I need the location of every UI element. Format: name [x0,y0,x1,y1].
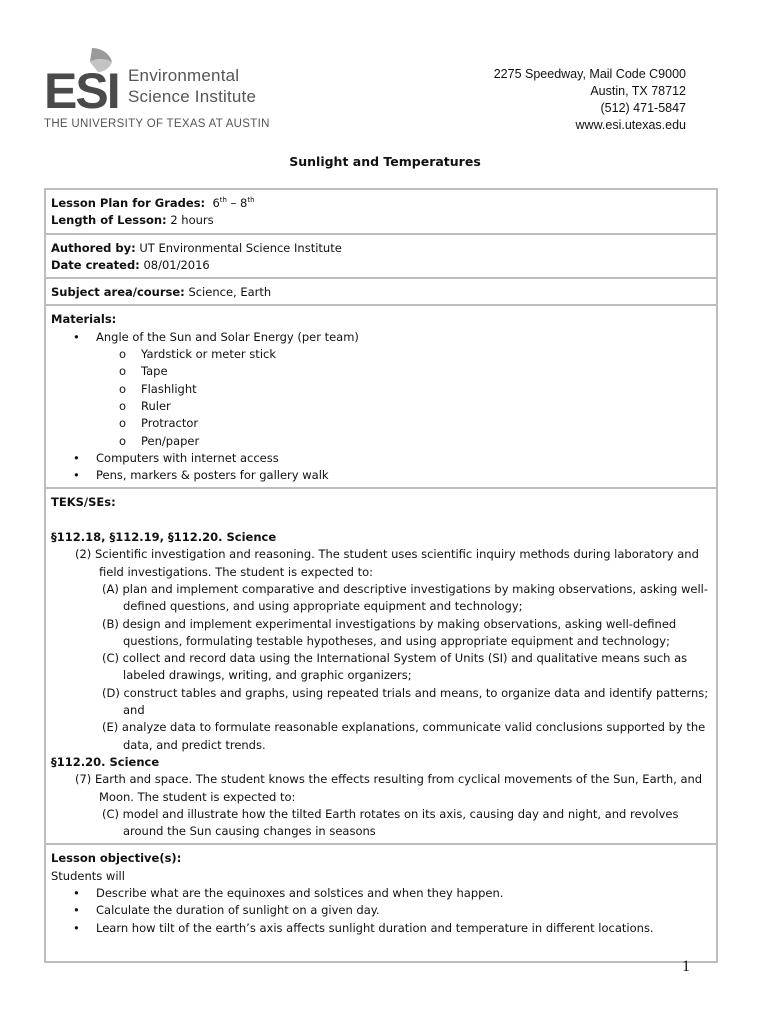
subject-value: Science, Earth [188,285,272,300]
lesson-plan-table [44,188,718,963]
list-item: • Computers with internet access [51,450,710,467]
teks-item-2: (2) Scientific investigation and reasoning. The student uses scientific inquiry methods during laboratory and field investigations. The student is expected to: [75,547,699,579]
author-section [46,235,716,280]
teks-label: TEKS/SEs: [51,495,116,510]
esi-logo-mark [44,46,124,112]
address-city: Austin, TX 78712 [590,84,686,98]
teks-item-7: (7) Earth and space. The student knows the effects resulting from cyclical movements of the Sun, Earth, and Moon. The student is expected to: [75,772,703,804]
date-row [51,257,710,274]
grades-section [46,190,716,235]
address-website: www.esi.utexas.edu [575,118,686,132]
teks-section [46,489,716,845]
address-phone: (512) 471-5847 [600,101,686,115]
list-item: • Angle of the Sun and Solar Energy (per team) [51,329,710,346]
teks-item-2c: (C) collect and record data using the International System of Units (SI) and qualitative means such as labeled drawings, writing, and graphic organizers; [102,651,688,683]
objectives-intro: Students will [51,868,125,883]
objectives-label: Lesson objective(s): [51,851,182,866]
materials-section [46,306,716,489]
grade-end: 8 [240,196,248,210]
esi-logo [44,46,274,136]
teks-heading-1: §112.18, §112.19, §112.20. Science [51,530,277,545]
teks-heading-2: §112.20. Science [51,754,160,769]
list-item: • Describe what are the equinoxes and solstices and when they happen. [51,885,710,902]
author-row [51,240,710,257]
date-label: Date created: [51,257,140,272]
subject-section [46,279,716,306]
teks-item-2b: (B) design and implement experimental investigations by making observations, asking well-defined questions, formulating testable hypotheses, and using appropriate equipment and technology; [102,616,677,648]
length-row [51,212,710,229]
teks-item-7c: (C) model and illustrate how the tilted Earth rotates on its axis, causing day and night, and revolves around the Sun causing changes in seasons [102,806,679,839]
length-value: 2 hours [170,213,214,228]
page-number: 1 [682,958,690,975]
teks-item-2d: (D) construct tables and graphs, using repeated trials and means, to organize data and identify patterns; and [102,685,709,718]
materials-label: Materials: [51,312,117,327]
list-item: o Tape [51,363,710,380]
author-label: Authored by: [51,240,136,255]
materials-list [51,329,710,485]
grade-separator: – [230,196,237,210]
logo-text-line1: Environmental [128,66,240,85]
list-item: • Pens, markers & posters for gallery walk [51,467,710,484]
grades-label: Lesson Plan for Grades: [51,196,206,210]
author-value: UT Environmental Science Institute [139,240,342,255]
objectives-section [46,845,716,960]
teks-item-2a: (A) plan and implement comparative and descriptive investigations by making observations, asking well-defined questions, and using appropriate equipment and technology; [102,581,709,614]
list-item: o Yardstick or meter stick [51,346,710,363]
date-value: 08/01/2016 [143,257,210,272]
address-street: 2275 Speedway, Mail Code C9000 [493,67,686,81]
address-block [494,66,686,134]
list-item: o Pen/paper [51,433,710,450]
grade-start: 6 [212,196,220,210]
subject-label: Subject area/course: [51,285,185,300]
list-item: o Flashlight [51,381,710,398]
objectives-list [51,885,710,937]
teks-item-2e: (E) analyze data to formulate reasonable explanations, communicate valid conclusions supported by the data, and predict trends. [102,720,706,752]
list-item: • Learn how tilt of the earth’s axis affects sunlight duration and temperature in different locations. [51,920,710,937]
length-label: Length of Lesson: [51,213,167,228]
grade-start-sup: th [219,196,227,204]
document-title: Sunlight and Temperatures [289,154,481,169]
list-item: o Protractor [51,415,710,432]
grades-row [51,195,710,212]
logo-text-line2: Science Institute [128,87,257,106]
grade-end-sup: th [247,196,255,204]
logo-university: THE UNIVERSITY OF TEXAS AT AUSTIN [44,118,270,130]
esi-logo-letters: ESI [44,63,119,112]
list-item: • Calculate the duration of sunlight on a given day. [51,902,710,919]
list-item: o Ruler [51,398,710,415]
